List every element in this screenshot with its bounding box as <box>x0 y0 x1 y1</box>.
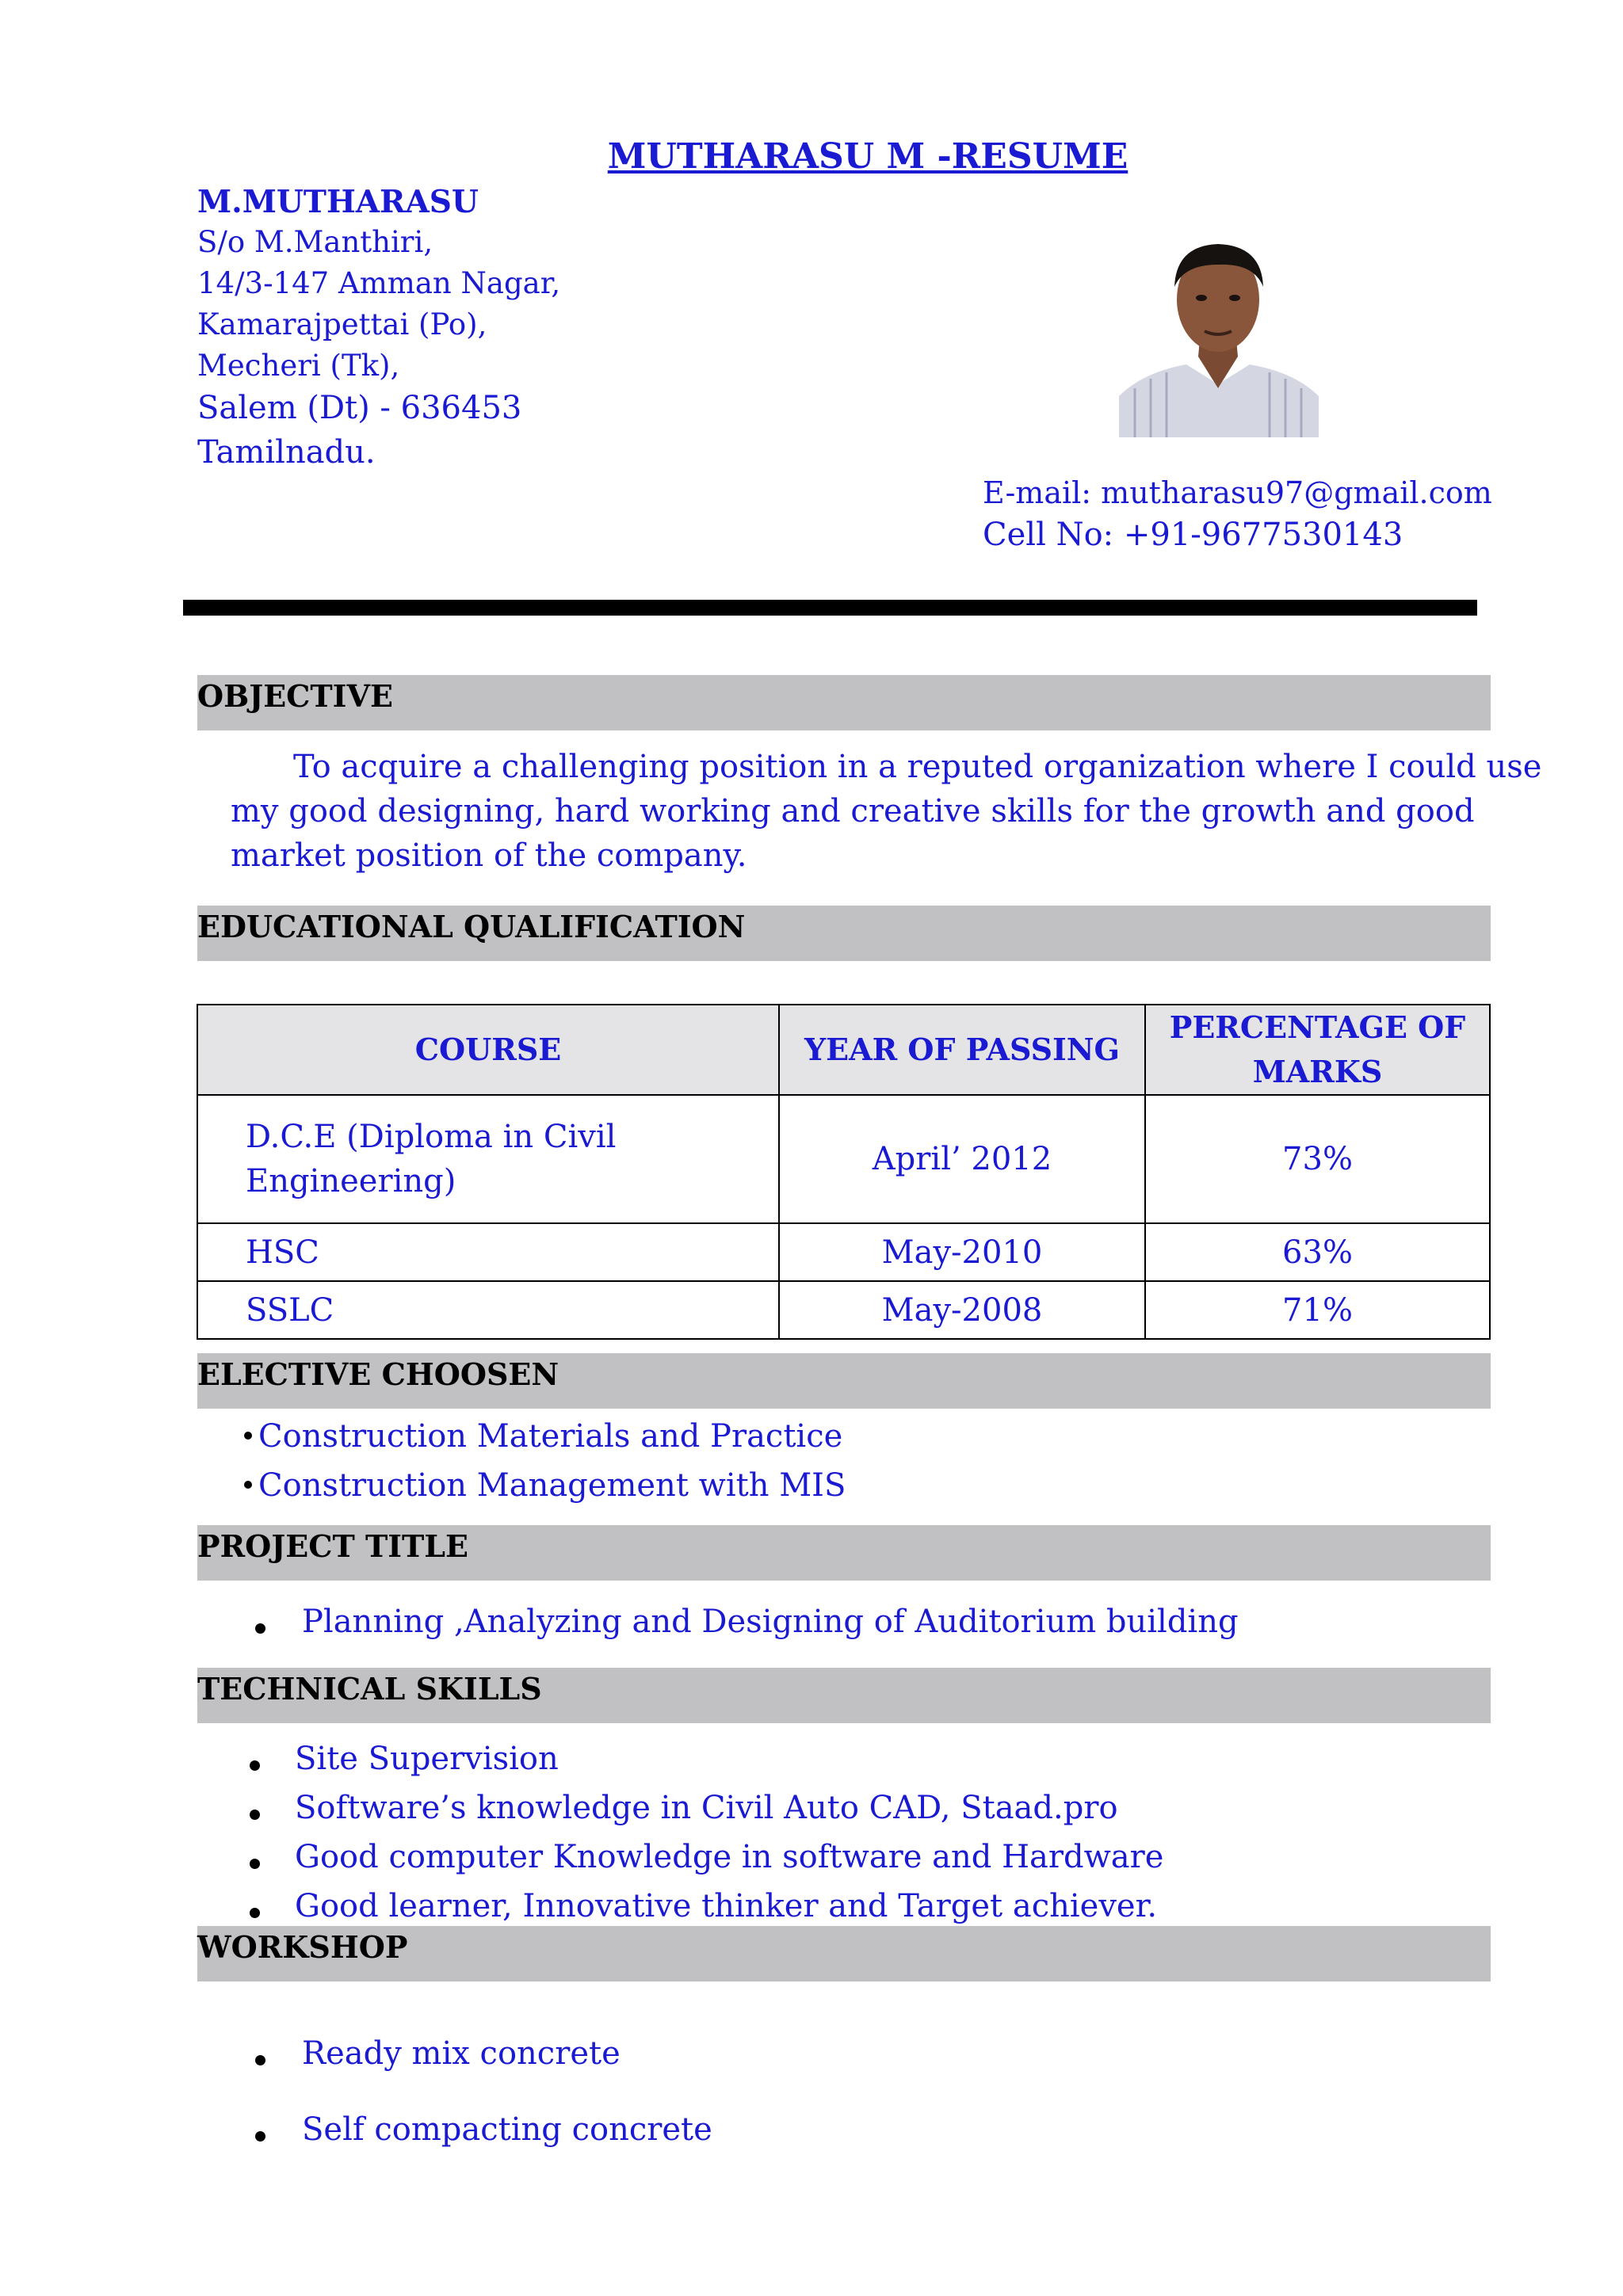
bullet-icon <box>255 1623 265 1634</box>
bullet-icon <box>250 1810 260 1820</box>
candidate-name: M.MUTHARASU <box>197 184 479 220</box>
column-header: YEAR OF PASSING <box>779 1005 1145 1095</box>
year-cell: April’ 2012 <box>779 1095 1145 1223</box>
education-table <box>197 1004 1491 1340</box>
section-education: EDUCATIONAL QUALIFICATION <box>197 906 1491 961</box>
address-line: Mecheri (Tk), <box>197 349 400 383</box>
bullet-icon <box>250 1760 260 1771</box>
section-elective: ELECTIVE CHOOSEN <box>197 1353 1491 1409</box>
year-cell: May-2010 <box>779 1223 1145 1281</box>
table-header-row <box>197 1005 1490 1095</box>
table-row <box>197 1095 1490 1223</box>
course-cell: SSLC <box>197 1281 779 1339</box>
profile-photo <box>1119 238 1319 437</box>
table-row <box>197 1281 1490 1339</box>
percent-cell: 63% <box>1145 1223 1490 1281</box>
bullet-icon <box>255 2131 265 2142</box>
bullet-icon <box>250 1859 260 1869</box>
list-item: Software’s knowledge in Civil Auto CAD, Staad.pro <box>295 1790 1118 1826</box>
bullet-icon <box>244 1432 252 1440</box>
list-item: Construction Materials and Practice <box>244 1418 842 1455</box>
bullet-icon <box>250 1908 260 1918</box>
percent-cell: 71% <box>1145 1281 1490 1339</box>
list-item: Construction Management with MIS <box>244 1467 846 1504</box>
course-cell: HSC <box>197 1223 779 1281</box>
column-header: COURSE <box>197 1005 779 1095</box>
list-item: Ready mix concrete <box>302 2035 621 2072</box>
percent-cell: 73% <box>1145 1095 1490 1223</box>
section-project: PROJECT TITLE <box>197 1525 1491 1581</box>
section-objective: OBJECTIVE <box>197 675 1491 730</box>
bullet-icon <box>255 2055 265 2065</box>
resume-title: MUTHARASU M -RESUME <box>607 136 1128 177</box>
address-line: Salem (Dt) - 636453 <box>197 390 522 426</box>
header-divider <box>183 600 1477 616</box>
list-item: Self compacting concrete <box>302 2111 712 2148</box>
column-header: PERCENTAGE OF MARKS <box>1145 1005 1490 1095</box>
table-row <box>197 1223 1490 1281</box>
address-line: 14/3-147 Amman Nagar, <box>197 266 561 300</box>
bullet-icon <box>244 1481 252 1489</box>
list-item: Good learner, Innovative thinker and Target achiever. <box>295 1888 1158 1924</box>
address-line: Kamarajpettai (Po), <box>197 307 487 341</box>
list-item: Site Supervision <box>295 1741 559 1777</box>
section-workshop: WORKSHOP <box>197 1926 1491 1981</box>
address-line: S/o M.Manthiri, <box>197 225 433 259</box>
year-cell: May-2008 <box>779 1281 1145 1339</box>
objective-line: To acquire a challenging position in a reputed organization where I could use <box>293 749 1542 785</box>
list-item: Good computer Knowledge in software and Hardware <box>295 1839 1164 1875</box>
cell-number: Cell No: +91-9677530143 <box>983 517 1403 553</box>
address-line: Tamilnadu. <box>197 434 376 471</box>
objective-line: my good designing, hard working and creative skills for the growth and good <box>231 793 1475 830</box>
email: E-mail: mutharasu97@gmail.com <box>983 475 1492 510</box>
section-skills: TECHNICAL SKILLS <box>197 1668 1491 1723</box>
list-item: Planning ,Analyzing and Designing of Auditorium building <box>302 1604 1239 1640</box>
course-cell: D.C.E (Diploma in Civil Engineering) <box>197 1095 779 1223</box>
objective-line: market position of the company. <box>231 837 747 874</box>
